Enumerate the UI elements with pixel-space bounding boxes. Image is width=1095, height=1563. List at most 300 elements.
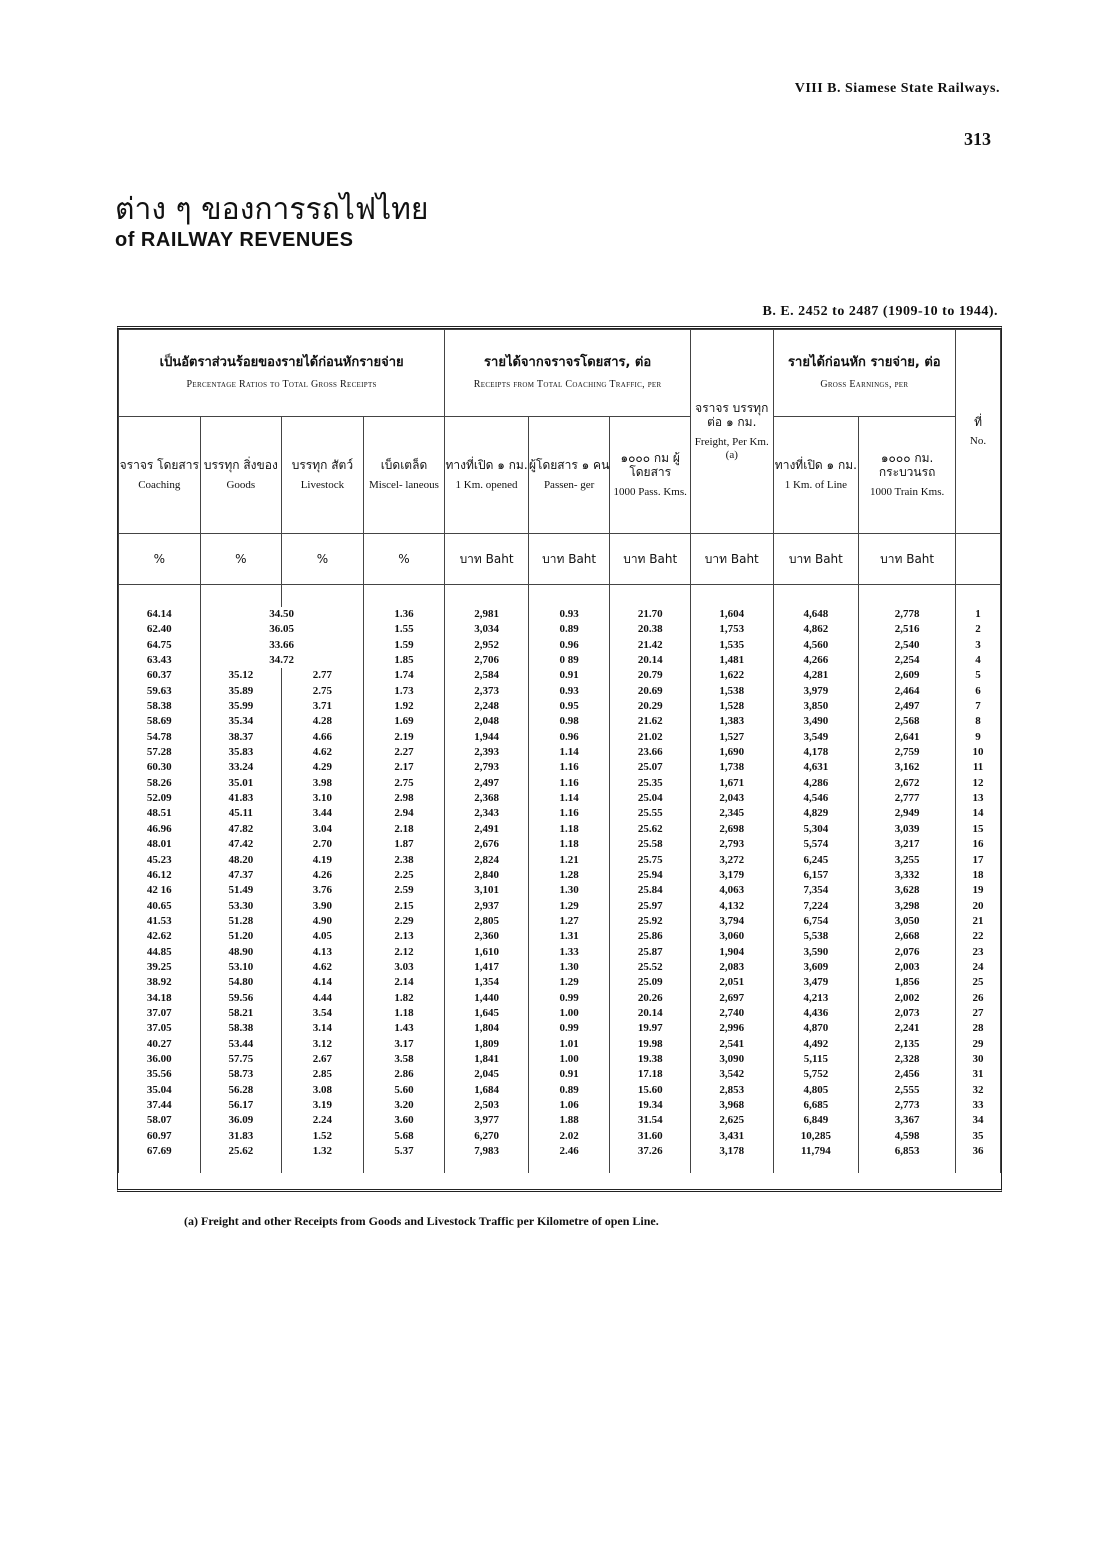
cell-gross-per-km: 4,436 — [773, 1006, 859, 1021]
group-header-thai: เป็นอัตราส่วนร้อยของรายได้ก่อนหักรายจ่าย — [159, 355, 404, 371]
cell-freight-per-km: 2,541 — [690, 1037, 773, 1052]
cell-per-passenger: 2.46 — [528, 1144, 610, 1159]
cell-gross-per-1000-train-kms: 1,856 — [859, 975, 956, 990]
cell-misc: 5.60 — [363, 1083, 445, 1098]
cell-no: 33 — [956, 1098, 1001, 1113]
cell-per-passenger: 1.88 — [528, 1113, 610, 1128]
cell-per-km-opened: 2,706 — [445, 653, 529, 668]
cell-coaching: 37.44 — [119, 1098, 201, 1113]
cell-goods: 38.37 — [200, 730, 282, 745]
cell-per-1000-pass-kms: 25.75 — [610, 853, 691, 868]
cell-per-passenger: 1.14 — [528, 745, 610, 760]
cell-gross-per-1000-train-kms: 2,555 — [859, 1083, 956, 1098]
col-header-thai: ผู้โดยสาร ๑ คน — [528, 458, 610, 473]
revenues-table-frame — [117, 326, 1002, 1192]
cell-livestock: 4.44 — [282, 991, 364, 1006]
cell-gross-per-1000-train-kms: 2,497 — [859, 699, 956, 714]
spacer-cell — [956, 585, 1001, 608]
cell-misc: 2.94 — [363, 806, 445, 821]
period-label: B. E. 2452 to 2487 (1909-10 to 1944). — [762, 304, 998, 319]
cell-gross-per-1000-train-kms: 2,949 — [859, 806, 956, 821]
cell-gross-per-1000-train-kms: 2,672 — [859, 776, 956, 791]
cell-no: 5 — [956, 668, 1001, 683]
cell-per-1000-pass-kms: 20.69 — [610, 684, 691, 699]
cell-livestock: 3.71 — [282, 699, 364, 714]
cell-misc: 5.68 — [363, 1129, 445, 1144]
unit-label: บาท Baht — [528, 534, 610, 585]
cell-goods: 53.30 — [200, 899, 282, 914]
running-header: VIII B. Siamese State Railways. — [794, 81, 1000, 96]
cell-gross-per-km: 6,754 — [773, 914, 859, 929]
cell-per-km-opened: 2,981 — [445, 607, 529, 622]
cell-gross-per-1000-train-kms: 3,332 — [859, 868, 956, 883]
cell-goods: 57.75 — [200, 1052, 282, 1067]
cell-freight-per-km: 1,535 — [690, 638, 773, 653]
spacer-row — [119, 585, 1001, 608]
cell-goods-livestock: 34.72 — [200, 653, 363, 668]
cell-goods: 54.80 — [200, 975, 282, 990]
cell-freight-per-km: 2,996 — [690, 1021, 773, 1036]
cell-gross-per-km: 4,213 — [773, 991, 859, 1006]
cell-no: 26 — [956, 991, 1001, 1006]
cell-no: 10 — [956, 745, 1001, 760]
cell-no: 32 — [956, 1083, 1001, 1098]
cell-no: 2 — [956, 622, 1001, 637]
cell-freight-per-km: 4,063 — [690, 883, 773, 898]
cell-per-1000-pass-kms: 25.92 — [610, 914, 691, 929]
cell-coaching: 64.14 — [119, 607, 201, 622]
cell-gross-per-km: 4,631 — [773, 760, 859, 775]
cell-livestock: 3.08 — [282, 1083, 364, 1098]
cell-misc: 1.73 — [363, 684, 445, 699]
group-header-percentage — [119, 330, 445, 417]
cell-livestock: 2.70 — [282, 837, 364, 852]
cell-livestock: 3.90 — [282, 899, 364, 914]
spacer-cell — [610, 1159, 691, 1173]
cell-per-passenger: 0.99 — [528, 991, 610, 1006]
cell-per-passenger: 2.02 — [528, 1129, 610, 1144]
cell-coaching: 40.65 — [119, 899, 201, 914]
cell-misc: 3.60 — [363, 1113, 445, 1128]
cell-per-1000-pass-kms: 21.42 — [610, 638, 691, 653]
unit-label: % — [119, 534, 201, 585]
cell-per-passenger: 1.00 — [528, 1052, 610, 1067]
group-header-thai: รายได้จากจราจรโดยสาร, ต่อ — [484, 355, 652, 371]
cell-coaching: 58.26 — [119, 776, 201, 791]
cell-livestock: 4.05 — [282, 929, 364, 944]
cell-per-passenger: 0 89 — [528, 653, 610, 668]
cell-goods: 25.62 — [200, 1144, 282, 1159]
cell-misc: 2.14 — [363, 975, 445, 990]
table-row — [119, 730, 1001, 745]
cell-per-passenger: 1.28 — [528, 868, 610, 883]
cell-gross-per-1000-train-kms: 2,241 — [859, 1021, 956, 1036]
col-header-english: Freight, Per Km. — [694, 435, 769, 448]
cell-per-1000-pass-kms: 25.04 — [610, 791, 691, 806]
table-row — [119, 638, 1001, 653]
cell-freight-per-km: 4,132 — [690, 899, 773, 914]
cell-freight-per-km: 3,179 — [690, 868, 773, 883]
spacer-cell — [859, 585, 956, 608]
cell-goods-livestock: 34.50 — [200, 607, 363, 622]
cell-per-passenger: 1.16 — [528, 760, 610, 775]
cell-per-passenger: 1.18 — [528, 822, 610, 837]
cell-freight-per-km: 3,968 — [690, 1098, 773, 1113]
cell-freight-per-km: 3,178 — [690, 1144, 773, 1159]
cell-per-km-opened: 2,793 — [445, 760, 529, 775]
cell-freight-per-km: 2,740 — [690, 1006, 773, 1021]
cell-coaching: 42.62 — [119, 929, 201, 944]
cell-freight-per-km: 2,345 — [690, 806, 773, 821]
spacer-cell — [773, 585, 859, 608]
table-row — [119, 1144, 1001, 1159]
cell-livestock: 2.85 — [282, 1067, 364, 1082]
table-row — [119, 1021, 1001, 1036]
cell-livestock: 4.13 — [282, 945, 364, 960]
cell-goods: 36.09 — [200, 1113, 282, 1128]
cell-coaching: 46.96 — [119, 822, 201, 837]
cell-per-km-opened: 2,393 — [445, 745, 529, 760]
cell-per-1000-pass-kms: 25.52 — [610, 960, 691, 975]
cell-per-passenger: 0.96 — [528, 730, 610, 745]
cell-gross-per-km: 3,549 — [773, 730, 859, 745]
cell-gross-per-1000-train-kms: 3,050 — [859, 914, 956, 929]
spacer-cell — [119, 1159, 201, 1173]
cell-livestock: 1.52 — [282, 1129, 364, 1144]
cell-gross-per-1000-train-kms: 2,254 — [859, 653, 956, 668]
cell-gross-per-1000-train-kms: 2,609 — [859, 668, 956, 683]
cell-gross-per-1000-train-kms: 2,464 — [859, 684, 956, 699]
cell-no: 1 — [956, 607, 1001, 622]
cell-livestock: 4.19 — [282, 853, 364, 868]
cell-coaching: 40.27 — [119, 1037, 201, 1052]
cell-gross-per-1000-train-kms: 2,516 — [859, 622, 956, 637]
cell-per-km-opened: 1,645 — [445, 1006, 529, 1021]
group-header-thai: รายได้ก่อนหัก รายจ่าย, ต่อ — [788, 355, 941, 371]
cell-gross-per-km: 4,286 — [773, 776, 859, 791]
table-row — [119, 1129, 1001, 1144]
cell-gross-per-km: 4,862 — [773, 622, 859, 637]
cell-no: 4 — [956, 653, 1001, 668]
cell-freight-per-km: 1,671 — [690, 776, 773, 791]
col-header-miscellaneous — [363, 417, 445, 534]
cell-per-1000-pass-kms: 15.60 — [610, 1083, 691, 1098]
cell-per-passenger: 1.16 — [528, 806, 610, 821]
table-row — [119, 1052, 1001, 1067]
cell-per-km-opened: 2,952 — [445, 638, 529, 653]
cell-freight-per-km: 1,481 — [690, 653, 773, 668]
cell-coaching: 59.63 — [119, 684, 201, 699]
cell-per-km-opened: 2,503 — [445, 1098, 529, 1113]
cell-goods: 51.28 — [200, 914, 282, 929]
cell-misc: 1.18 — [363, 1006, 445, 1021]
cell-per-1000-pass-kms: 25.07 — [610, 760, 691, 775]
table-row — [119, 868, 1001, 883]
table-row — [119, 991, 1001, 1006]
cell-coaching: 60.30 — [119, 760, 201, 775]
cell-gross-per-km: 6,685 — [773, 1098, 859, 1113]
cell-per-km-opened: 6,270 — [445, 1129, 529, 1144]
cell-per-passenger: 1.31 — [528, 929, 610, 944]
unit-label-empty — [956, 534, 1001, 585]
cell-livestock: 4.62 — [282, 960, 364, 975]
col-header-english: 1 Km. of Line — [784, 478, 848, 491]
col-header-thai: บรรทุก สิ่งของ — [203, 458, 278, 473]
cell-gross-per-1000-train-kms: 2,076 — [859, 945, 956, 960]
cell-freight-per-km: 2,625 — [690, 1113, 773, 1128]
cell-freight-per-km: 1,690 — [690, 745, 773, 760]
cell-coaching: 37.05 — [119, 1021, 201, 1036]
table-row — [119, 853, 1001, 868]
cell-no: 13 — [956, 791, 1001, 806]
table-row — [119, 883, 1001, 898]
cell-per-km-opened: 1,841 — [445, 1052, 529, 1067]
cell-goods: 51.20 — [200, 929, 282, 944]
cell-livestock: 4.90 — [282, 914, 364, 929]
cell-per-km-opened: 1,809 — [445, 1037, 529, 1052]
cell-freight-per-km: 3,272 — [690, 853, 773, 868]
cell-gross-per-km: 5,115 — [773, 1052, 859, 1067]
spacer-cell — [200, 585, 282, 608]
cell-gross-per-1000-train-kms: 3,162 — [859, 760, 956, 775]
cell-per-passenger: 1.29 — [528, 899, 610, 914]
cell-per-km-opened: 2,676 — [445, 837, 529, 852]
cell-per-1000-pass-kms: 20.38 — [610, 622, 691, 637]
cell-per-1000-pass-kms: 19.97 — [610, 1021, 691, 1036]
cell-per-1000-pass-kms: 23.66 — [610, 745, 691, 760]
cell-misc: 2.18 — [363, 822, 445, 837]
cell-per-1000-pass-kms: 21.02 — [610, 730, 691, 745]
cell-freight-per-km: 3,542 — [690, 1067, 773, 1082]
cell-per-1000-pass-kms: 25.94 — [610, 868, 691, 883]
cell-coaching: 46.12 — [119, 868, 201, 883]
cell-per-km-opened: 1,684 — [445, 1083, 529, 1098]
table-row — [119, 699, 1001, 714]
cell-coaching: 37.07 — [119, 1006, 201, 1021]
cell-per-passenger: 0.99 — [528, 1021, 610, 1036]
cell-per-km-opened: 2,840 — [445, 868, 529, 883]
cell-per-1000-pass-kms: 25.09 — [610, 975, 691, 990]
col-header-thai: ทางที่เปิด ๑ กม. — [774, 458, 857, 473]
cell-misc: 2.13 — [363, 929, 445, 944]
cell-no: 23 — [956, 945, 1001, 960]
cell-no: 20 — [956, 899, 1001, 914]
cell-per-1000-pass-kms: 19.98 — [610, 1037, 691, 1052]
spacer-cell — [528, 585, 610, 608]
group-header-gross-earnings — [773, 330, 956, 417]
cell-coaching: 63.43 — [119, 653, 201, 668]
cell-gross-per-km: 4,546 — [773, 791, 859, 806]
col-header-thai: ๑๐๐๐ กม ผู้โดยสาร — [620, 451, 680, 480]
unit-label: บาท Baht — [690, 534, 773, 585]
cell-livestock: 4.14 — [282, 975, 364, 990]
cell-freight-per-km: 2,697 — [690, 991, 773, 1006]
cell-gross-per-1000-train-kms: 2,778 — [859, 607, 956, 622]
cell-per-passenger: 1.06 — [528, 1098, 610, 1113]
cell-per-km-opened: 2,343 — [445, 806, 529, 821]
cell-gross-per-km: 5,752 — [773, 1067, 859, 1082]
cell-per-km-opened: 1,944 — [445, 730, 529, 745]
cell-goods: 51.49 — [200, 883, 282, 898]
cell-livestock: 3.19 — [282, 1098, 364, 1113]
cell-coaching: 57.28 — [119, 745, 201, 760]
cell-per-km-opened: 2,368 — [445, 791, 529, 806]
title-english: of RAILWAY REVENUES — [115, 229, 354, 251]
unit-label: บาท Baht — [610, 534, 691, 585]
cell-freight-per-km: 1,528 — [690, 699, 773, 714]
cell-coaching: 60.97 — [119, 1129, 201, 1144]
cell-per-1000-pass-kms: 20.26 — [610, 991, 691, 1006]
cell-coaching: 62.40 — [119, 622, 201, 637]
cell-goods-livestock: 36.05 — [200, 622, 363, 637]
cell-per-km-opened: 1,610 — [445, 945, 529, 960]
cell-gross-per-km: 7,224 — [773, 899, 859, 914]
cell-freight-per-km: 2,051 — [690, 975, 773, 990]
cell-coaching: 44.85 — [119, 945, 201, 960]
cell-gross-per-km: 5,538 — [773, 929, 859, 944]
table-row — [119, 776, 1001, 791]
cell-per-passenger: 1.30 — [528, 960, 610, 975]
cell-freight-per-km: 1,738 — [690, 760, 773, 775]
cell-per-km-opened: 2,491 — [445, 822, 529, 837]
cell-per-1000-pass-kms: 20.29 — [610, 699, 691, 714]
cell-per-1000-pass-kms: 25.84 — [610, 883, 691, 898]
spacer-cell — [859, 1159, 956, 1173]
cell-misc: 2.59 — [363, 883, 445, 898]
unit-label: บาท Baht — [859, 534, 956, 585]
col-header-gross-per-1000-train-kms — [859, 417, 956, 534]
cell-per-1000-pass-kms: 25.58 — [610, 837, 691, 852]
cell-livestock: 3.76 — [282, 883, 364, 898]
cell-freight-per-km: 1,527 — [690, 730, 773, 745]
cell-gross-per-1000-train-kms: 2,135 — [859, 1037, 956, 1052]
cell-per-km-opened: 1,440 — [445, 991, 529, 1006]
col-header-english: No. — [969, 435, 987, 448]
cell-goods: 59.56 — [200, 991, 282, 1006]
cell-no: 12 — [956, 776, 1001, 791]
cell-no: 29 — [956, 1037, 1001, 1052]
page-number: 313 — [964, 129, 991, 149]
cell-no: 15 — [956, 822, 1001, 837]
spacer-cell — [956, 1159, 1001, 1173]
cell-gross-per-1000-train-kms: 3,298 — [859, 899, 956, 914]
cell-coaching: 38.92 — [119, 975, 201, 990]
cell-goods: 41.83 — [200, 791, 282, 806]
cell-gross-per-1000-train-kms: 6,853 — [859, 1144, 956, 1159]
unit-label: % — [200, 534, 282, 585]
cell-per-1000-pass-kms: 25.35 — [610, 776, 691, 791]
unit-label: % — [282, 534, 364, 585]
cell-per-passenger: 0.89 — [528, 622, 610, 637]
cell-freight-per-km: 1,538 — [690, 684, 773, 699]
cell-per-passenger: 0.96 — [528, 638, 610, 653]
cell-goods: 47.42 — [200, 837, 282, 852]
cell-coaching: 54.78 — [119, 730, 201, 745]
cell-misc: 5.37 — [363, 1144, 445, 1159]
cell-per-passenger: 0.98 — [528, 714, 610, 729]
cell-gross-per-km: 6,245 — [773, 853, 859, 868]
col-header-per-passenger — [528, 417, 610, 534]
cell-gross-per-km: 10,285 — [773, 1129, 859, 1144]
cell-freight-per-km: 2,793 — [690, 837, 773, 852]
cell-coaching: 41.53 — [119, 914, 201, 929]
cell-gross-per-km: 4,560 — [773, 638, 859, 653]
cell-gross-per-1000-train-kms: 2,540 — [859, 638, 956, 653]
cell-per-km-opened: 2,937 — [445, 899, 529, 914]
table-row — [119, 791, 1001, 806]
cell-goods: 35.89 — [200, 684, 282, 699]
cell-gross-per-km: 4,178 — [773, 745, 859, 760]
cell-gross-per-km: 4,266 — [773, 653, 859, 668]
cell-misc: 1.55 — [363, 622, 445, 637]
cell-gross-per-km: 11,794 — [773, 1144, 859, 1159]
cell-per-passenger: 0.95 — [528, 699, 610, 714]
spacer-cell — [445, 585, 529, 608]
cell-freight-per-km: 3,431 — [690, 1129, 773, 1144]
spacer-cell — [282, 1159, 364, 1173]
cell-goods: 35.83 — [200, 745, 282, 760]
cell-misc: 1.43 — [363, 1021, 445, 1036]
cell-per-passenger: 1.18 — [528, 837, 610, 852]
footnote: (a) Freight and other Receipts from Goods and Livestock Traffic per Kilometre of open Line. — [184, 1214, 659, 1228]
cell-freight-per-km: 3,060 — [690, 929, 773, 944]
cell-goods: 53.44 — [200, 1037, 282, 1052]
cell-no: 24 — [956, 960, 1001, 975]
cell-per-passenger: 0.91 — [528, 1067, 610, 1082]
cell-coaching: 67.69 — [119, 1144, 201, 1159]
cell-no: 9 — [956, 730, 1001, 745]
cell-per-km-opened: 3,034 — [445, 622, 529, 637]
cell-goods: 35.34 — [200, 714, 282, 729]
cell-gross-per-km: 4,492 — [773, 1037, 859, 1052]
table-body — [119, 585, 1001, 1174]
spacer-cell — [363, 1159, 445, 1173]
cell-per-km-opened: 2,584 — [445, 668, 529, 683]
table-row — [119, 914, 1001, 929]
cell-per-1000-pass-kms: 25.97 — [610, 899, 691, 914]
cell-misc: 2.15 — [363, 899, 445, 914]
cell-gross-per-km: 3,490 — [773, 714, 859, 729]
cell-no: 22 — [956, 929, 1001, 944]
cell-coaching: 34.18 — [119, 991, 201, 1006]
cell-misc: 3.03 — [363, 960, 445, 975]
cell-per-1000-pass-kms: 25.87 — [610, 945, 691, 960]
cell-goods: 35.99 — [200, 699, 282, 714]
group-header-coaching-receipts — [445, 330, 691, 417]
cell-goods: 35.12 — [200, 668, 282, 683]
cell-gross-per-km: 4,829 — [773, 806, 859, 821]
cell-misc: 1.74 — [363, 668, 445, 683]
cell-per-1000-pass-kms: 20.14 — [610, 653, 691, 668]
cell-goods: 48.90 — [200, 945, 282, 960]
cell-per-km-opened: 7,983 — [445, 1144, 529, 1159]
cell-coaching: 58.38 — [119, 699, 201, 714]
spacer-row — [119, 1159, 1001, 1173]
cell-per-km-opened: 2,824 — [445, 853, 529, 868]
col-header-english: Goods — [226, 478, 256, 491]
cell-gross-per-km: 5,574 — [773, 837, 859, 852]
cell-goods: 33.24 — [200, 760, 282, 775]
cell-goods: 48.20 — [200, 853, 282, 868]
table-row — [119, 653, 1001, 668]
cell-gross-per-1000-train-kms: 3,255 — [859, 853, 956, 868]
cell-freight-per-km: 1,904 — [690, 945, 773, 960]
cell-freight-per-km: 2,698 — [690, 822, 773, 837]
cell-freight-per-km: 2,083 — [690, 960, 773, 975]
col-header-goods — [200, 417, 282, 534]
cell-coaching: 60.37 — [119, 668, 201, 683]
table-row — [119, 806, 1001, 821]
